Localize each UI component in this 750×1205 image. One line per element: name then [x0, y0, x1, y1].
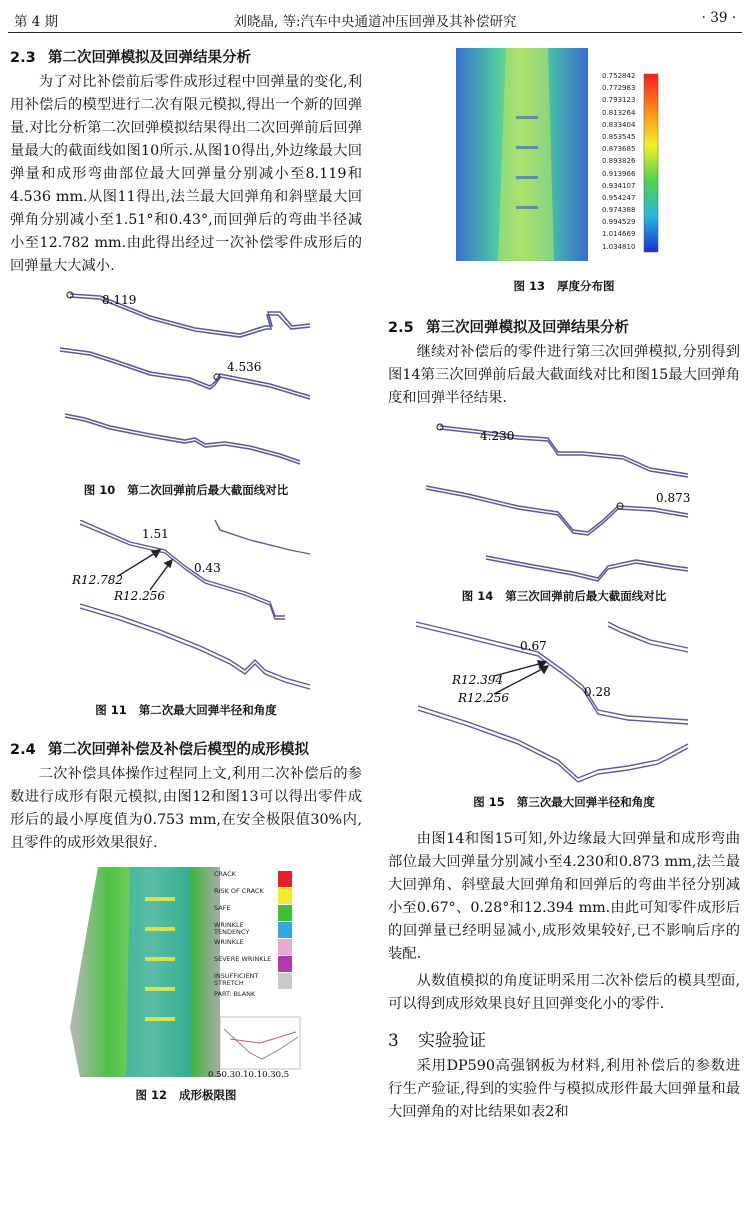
section-number: 2.5 — [388, 320, 414, 336]
figure-13-drawing — [388, 36, 740, 264]
flc-legend-label: SAFE — [214, 904, 231, 912]
flc-legend-swatch — [278, 888, 292, 904]
section-2-5-heading — [388, 316, 740, 337]
fig15-angle-1: 0.67 — [520, 639, 547, 653]
flc-legend-swatch — [278, 871, 292, 887]
flc-part-label: PART: BLANK — [214, 990, 256, 998]
flc-legend-label: RISK OF CRACK — [214, 887, 264, 895]
figure-caption-text: 成形极限图 — [179, 1088, 237, 1102]
flc-legend-item — [214, 939, 324, 956]
thickness-scale-value: 0.793123 — [602, 96, 636, 105]
thickness-scale-value: 0.873685 — [602, 145, 636, 154]
flc-legend-item — [214, 922, 324, 939]
running-title: 刘晓晶, 等:汽车中央通道冲压回弹及其补偿研究 — [233, 14, 517, 30]
issue-number: 第 4 期 — [14, 14, 59, 30]
thickness-scale-value: 0.893826 — [602, 157, 636, 166]
figure-caption-text: 厚度分布图 — [557, 279, 615, 293]
flc-legend — [214, 871, 324, 998]
figure-14-drawing — [388, 416, 740, 588]
flc-legend-item — [214, 905, 324, 922]
page-number: · 39 · — [701, 10, 736, 26]
flc-legend-swatch — [278, 905, 292, 921]
figure-13 — [388, 36, 740, 264]
flc-legend-swatch — [278, 939, 292, 955]
section-number: 3 — [388, 1031, 399, 1051]
figure-11-drawing — [10, 520, 362, 700]
thickness-scale-value: 0.833404 — [602, 120, 636, 129]
fig15-radius-2: R12.256 — [458, 691, 510, 705]
figure-14-caption — [388, 588, 740, 604]
thickness-scale-labels — [602, 70, 652, 253]
section-3-paragraph: 采用DP590高强钢板为材料,利用补偿后的参数进行生产验证,得到的实验件与模拟成形件最大回弹量和最大回弹角的对比结果如表2和 — [388, 1058, 740, 1120]
fig11-radius-1: R12.782 — [72, 573, 124, 587]
figure-10 — [10, 286, 362, 476]
section-number: 2.3 — [10, 50, 36, 66]
flc-axis-ticks: 0.50.30.10.10.30.5 — [208, 1070, 290, 1080]
conclusion-paragraph-1: 由图14和图15可知,外边缘最大回弹量和成形弯曲部位最大回弹量分别减小至4.230和0.873 mm,法兰最大回弹角、斜壁最大回弹角和回弹后的弯曲半径分别减小至0.67°、0.28°和12.394 mm.由此可知零件成形后的回弹量已经明显减小,成形效果较好,已不影响后序的装配. — [388, 831, 740, 962]
flc-legend-item — [214, 871, 324, 888]
flc-legend-label: WRINKLE — [214, 938, 244, 946]
figure-12-caption — [10, 1087, 362, 1103]
header-rule — [8, 32, 742, 33]
section-title: 第二次回弹补偿及补偿后模型的成形模拟 — [48, 742, 309, 758]
thickness-scale-value: 0.913966 — [602, 169, 636, 178]
flc-legend-label: WRINKLE TENDENCY — [214, 921, 250, 936]
thickness-scale-value: 0.974388 — [602, 206, 636, 215]
fig15-angle-2: 0.28 — [584, 685, 611, 699]
figure-caption-text: 第三次最大回弹半径和角度 — [516, 795, 655, 809]
figure-13-caption — [388, 278, 740, 294]
section-2-4-paragraph: 二次补偿具体操作过程同上文,利用二次补偿后的参数进行成形有限元模拟,由图12和图13可以得出零件成形后的最小厚度值为0.753 mm,在安全极限值30%内,且零件的成形效果很好. — [10, 766, 362, 851]
section-2-5-paragraph: 继续对补偿后的零件进行第三次回弹模拟,分别得到图14第三次回弹前后最大截面线对比和图15最大回弹角度和回弹半径结果. — [388, 344, 740, 406]
fig14-label-a: 4.230 — [480, 429, 515, 443]
thickness-scale-value: 0.772983 — [602, 84, 636, 93]
section-3-heading — [388, 1026, 740, 1051]
figure-11 — [10, 520, 362, 700]
section-2-4-heading — [10, 738, 362, 759]
section-title: 第三次回弹模拟及回弹结果分析 — [426, 320, 629, 336]
fig14-label-b: 0.873 — [656, 491, 691, 505]
section-title: 第二次回弹模拟及回弹结果分析 — [48, 50, 251, 66]
figure-caption-text: 第二次回弹前后最大截面线对比 — [127, 483, 289, 497]
thickness-scale-value: 0.813264 — [602, 108, 636, 117]
thickness-scale-value: 1.014669 — [602, 230, 636, 239]
figure-15-drawing — [388, 620, 740, 792]
figure-number: 图 15 — [473, 795, 505, 809]
section-2-3-heading — [10, 46, 362, 67]
flc-legend-swatch — [278, 956, 292, 972]
section-2-3-paragraph: 为了对比补偿前后零件成形过程中回弹量的变化,利用补偿后的模型进行二次有限元模拟,得出一个新的回弹量.对比分析第二次回弹模拟结果得出二次回弹前后回弹量最大的截面线如图10所示.从图10得出,外边缘最大回弹量和成形弯曲部位最大回弹量分别减小至8.119和4.536 mm.从图11得出,法兰最大回弹角和斜壁最大回弹角分别减小至1.51°和0.43°,而回弹后的弯曲半径减小至12.782 mm.由此得出经过一次补偿零件成形后的回弹量大大减小. — [10, 74, 362, 274]
thickness-scale-value: 0.752842 — [602, 72, 636, 80]
running-header — [0, 6, 750, 32]
flc-legend-label: CRACK — [214, 870, 236, 878]
fig11-angle-1: 1.51 — [142, 527, 169, 541]
flc-legend-item — [214, 888, 324, 905]
thickness-scale-value: 0.994529 — [602, 218, 636, 227]
figure-10-drawing — [10, 286, 362, 476]
flc-legend-swatch — [278, 922, 292, 938]
flc-legend-swatch — [278, 973, 292, 989]
figure-11-caption — [10, 702, 362, 718]
figure-caption-text: 第三次回弹前后最大截面线对比 — [505, 589, 667, 603]
fig10-label-a: 8.119 — [102, 293, 137, 307]
figure-number: 图 11 — [95, 703, 127, 717]
thickness-scale-value: 1.034810 — [602, 242, 636, 251]
fig10-label-b: 4.536 — [227, 360, 262, 374]
figure-number: 图 13 — [513, 279, 545, 293]
figure-15-caption — [388, 794, 740, 810]
thickness-scale-value: 0.853545 — [602, 132, 636, 141]
fig11-angle-2: 0.43 — [194, 561, 221, 575]
conclusion-paragraph-2: 从数值模拟的角度证明采用二次补偿后的模具型面,可以得到成形效果良好且回弹变化小的零件. — [388, 973, 740, 1012]
figure-14 — [388, 416, 740, 588]
thickness-scale-value: 0.954247 — [602, 193, 636, 202]
flc-legend-item — [214, 973, 324, 990]
flc-legend-label: INSUFFICIENT STRETCH — [214, 972, 259, 987]
thickness-scale-value: 0.934107 — [602, 181, 636, 190]
flc-legend-item — [214, 956, 324, 973]
section-title: 实验验证 — [418, 1031, 486, 1051]
flc-legend-label: SEVERE WRINKLE — [214, 955, 272, 963]
figure-caption-text: 第二次最大回弹半径和角度 — [138, 703, 277, 717]
flc-inset — [208, 1017, 300, 1080]
fig11-radius-2: R12.256 — [114, 589, 166, 603]
figure-10-caption — [10, 482, 362, 498]
figure-number: 图 14 — [461, 589, 494, 603]
fig15-radius-1: R12.394 — [452, 673, 504, 687]
section-number: 2.4 — [10, 742, 36, 758]
figure-number: 图 10 — [83, 483, 116, 497]
figure-15 — [388, 620, 740, 792]
figure-number: 图 12 — [135, 1088, 167, 1102]
right-column — [388, 36, 740, 1124]
left-column — [10, 44, 362, 1103]
figure-12 — [10, 867, 362, 1085]
